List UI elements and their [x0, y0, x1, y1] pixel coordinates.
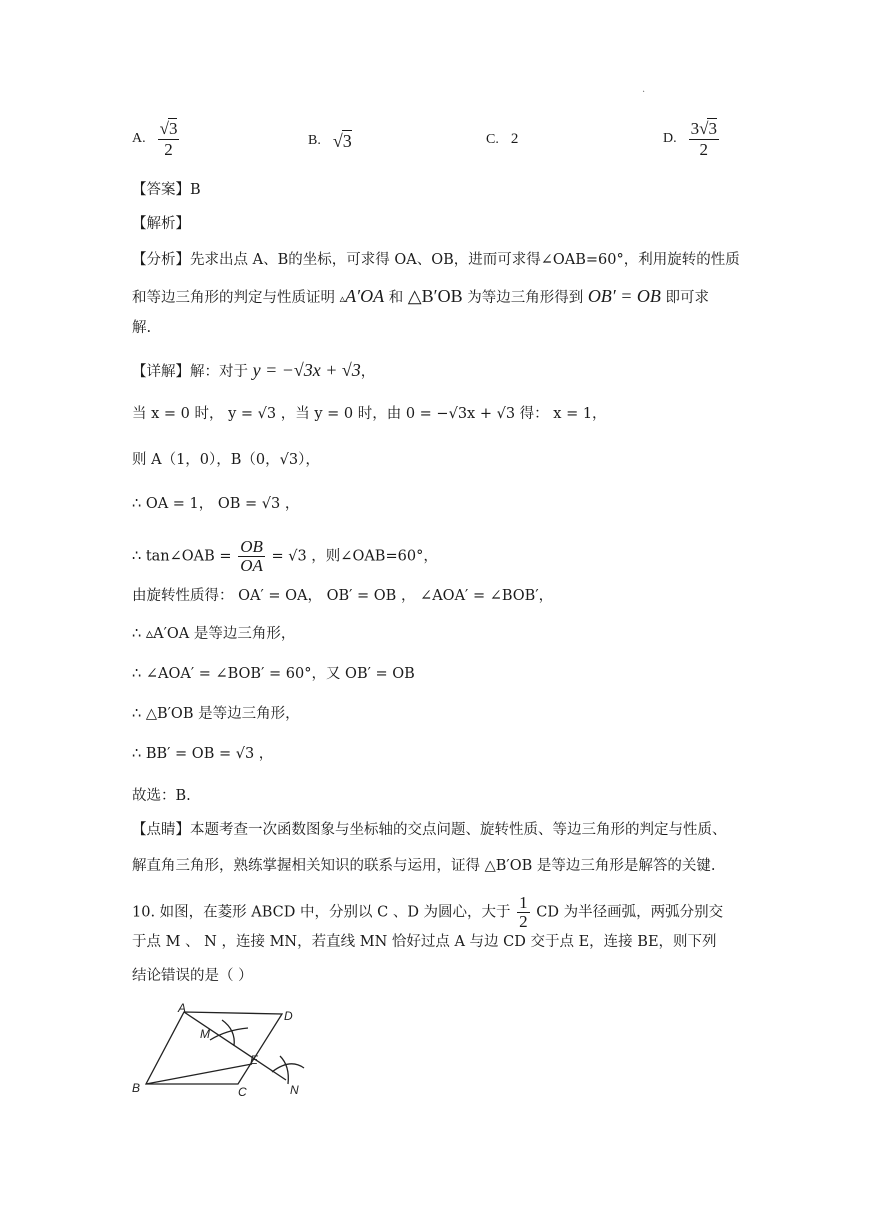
step-4-denominator: OA: [240, 556, 263, 575]
line-be: [146, 1064, 252, 1084]
label-n: N: [290, 1083, 299, 1097]
step-4-numerator: OB: [240, 537, 263, 556]
step-2: 则 A（1，0），B（0，√3），: [132, 452, 320, 468]
option-d-radicand: 3: [708, 119, 717, 138]
option-a-label: A.: [132, 131, 146, 146]
question-10-text-b: CD 为半径画弧，两弧分别交: [536, 904, 724, 921]
step-4-right: = √3 ，则∠OAB=60°，: [271, 548, 438, 565]
step-7: ∴ ∠AOA′ = ∠BOB′ = 60°，又 OB′ = OB: [132, 666, 415, 682]
step-10: 故选：B.: [132, 788, 191, 804]
arc-m-2: [210, 1028, 248, 1040]
label-e: E: [250, 1053, 259, 1067]
option-c: [486, 131, 518, 148]
xiangjie-label: 【详解】解：对于: [132, 364, 248, 380]
line-mn: [184, 1012, 286, 1080]
fenxi-line-1: 【分析】先求出点 A、B的坐标，可求得 OA、OB，进而可求得∠OAB=60°，利用旋转的性质: [132, 252, 740, 268]
question-10-line-2: 于点 M 、 N ，连接 MN，若直线 MN 恰好过点 A 与边 CD 交于点 E，连接 BE，则下列: [132, 934, 717, 950]
label-a: A: [178, 1001, 187, 1015]
option-c-label: C.: [486, 131, 499, 147]
step-1: 当 x = 0 时， y = √3 ，当 y = 0 时，由 0 = −√3x + √3 得： x = 1，: [132, 406, 607, 422]
fenxi-text-e: 为等边三角形得到: [467, 290, 584, 306]
question-10-line-3: 结论错误的是（ ）: [132, 968, 253, 984]
fenxi-triangle-1: A′OA: [345, 286, 385, 306]
rhombus-outline: [146, 1012, 282, 1084]
step-4-left: ∴ tan∠OAB =: [132, 548, 232, 565]
answer-line: 【答案】B: [132, 182, 201, 198]
question-10-text-a: 10. 如图，在菱形 ABCD 中，分别以 C 、D 为圆心，大于: [132, 904, 511, 921]
option-d-label: D.: [663, 131, 677, 146]
question-10-fraction: [517, 894, 530, 931]
option-a: [132, 118, 179, 160]
label-b: B: [132, 1081, 141, 1095]
question-10-numerator: 1: [519, 893, 528, 912]
dianjing-line-2: 解直角三角形，熟练掌握相关知识的联系与运用，证得 △B′OB 是等边三角形是解答的关键.: [132, 858, 716, 874]
option-c-value: 2: [510, 131, 519, 147]
option-d: [663, 118, 719, 160]
fenxi-line-2: 和等边三角形的判定与性质证明 ▵A′OA 和 △B′OB 为等边三角形得到 OB′ = OB 即可求: [132, 286, 709, 306]
question-10-denominator: 2: [519, 912, 528, 931]
fenxi-text-a: 和等边三角形的判定与性质证明: [132, 290, 335, 306]
option-b-label: B.: [308, 133, 321, 148]
step-3: ∴ OA = 1， OB = √3 ，: [132, 496, 300, 512]
fenxi-text-g: 即可求: [665, 290, 709, 306]
option-d-fraction: $\frac{3√3}{2}$: [690, 119, 717, 159]
option-d-denominator: 2: [699, 140, 709, 159]
fenxi-equation: OB′ = OB: [587, 286, 661, 306]
rhombus-figure: [130, 1000, 320, 1100]
label-c: C: [238, 1085, 247, 1099]
arc-n: [280, 1056, 288, 1084]
fenxi-text-and: 和: [388, 290, 404, 306]
top-mark: .: [642, 84, 646, 95]
xiangjie-function: y = −√3x + √3: [252, 360, 361, 380]
fenxi-triangle-2: △B′OB: [407, 286, 463, 306]
option-a-numerator: 3: [168, 119, 178, 138]
dianjing-line-1: 【点睛】本题考查一次函数图象与坐标轴的交点问题、旋转性质、等边三角形的判定与性质、: [132, 822, 727, 838]
option-b-value: 3: [342, 131, 352, 151]
step-6: ∴ ▵A′OA 是等边三角形，: [132, 626, 296, 642]
step-4: [132, 538, 438, 575]
option-b: B. √3: [308, 131, 352, 151]
step-9: ∴ BB′ = OB = √3 ，: [132, 746, 274, 762]
step-8: ∴ △B′OB 是等边三角形，: [132, 706, 300, 722]
question-10-line-1: [132, 894, 723, 931]
label-d: D: [284, 1009, 293, 1023]
option-a-fraction: $\frac{√3}{2}$: [159, 119, 178, 159]
label-m: M: [200, 1027, 210, 1041]
option-a-denominator: 2: [164, 140, 173, 159]
xiangjie-line: 【详解】解：对于 y = −√3x + √3，: [132, 360, 376, 380]
option-d-coef: 3: [690, 119, 700, 138]
step-5: 由旋转性质得： OA′ = OA， OB′ = OB ， ∠AOA′ = ∠BOB′，: [132, 588, 554, 604]
fenxi-line-3: 解.: [132, 320, 152, 336]
step-4-fraction: [238, 538, 265, 575]
analysis-heading: 【解析】: [132, 216, 190, 232]
